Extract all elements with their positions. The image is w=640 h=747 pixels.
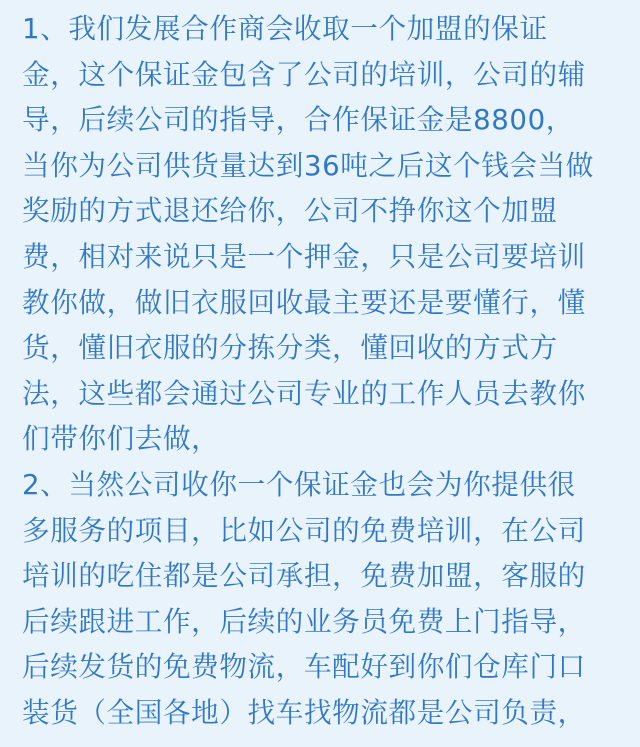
- text-line: 后续跟进工作，后续的业务员免费上门指导，: [22, 604, 586, 638]
- text-line: 2、当然公司收你一个保证金也会为你提供很: [22, 467, 576, 501]
- text-line: 导，后续公司的指导，合作保证金是8800，: [22, 103, 574, 137]
- text-line: 教你做，做旧衣服回收最主要还是要懂行，懂: [22, 285, 586, 319]
- text-line: 后续发货的免费物流，车配好到你们仓库门口: [22, 650, 586, 684]
- text-line: 金，这个保证金包含了公司的培训，公司的辅: [22, 57, 586, 91]
- text-line: 们带你们去做，: [22, 422, 220, 456]
- text-line: 当你为公司供货量达到36吨之后这个钱会当做: [22, 148, 594, 182]
- text-line: 货，懂旧衣服的分拣分类，懂回收的方式方: [22, 331, 558, 365]
- text-line: 培训的吃住都是公司承担，免费加盟，客服的: [22, 559, 586, 593]
- text-line: 1、我们发展合作商会收取一个加盟的保证: [22, 12, 548, 45]
- text-line: 装货（全国各地）找车找物流都是公司负责，: [22, 695, 586, 729]
- text-line: 法，这些都会通过公司专业的工作人员去教你: [22, 376, 586, 410]
- text-line: 奖励的方式退还给你，公司不挣你这个加盟: [22, 194, 558, 228]
- text-line: 多服务的项目，比如公司的免费培训，在公司: [22, 513, 586, 547]
- text-line: 费，相对来说只是一个押金，只是公司要培训: [22, 239, 586, 273]
